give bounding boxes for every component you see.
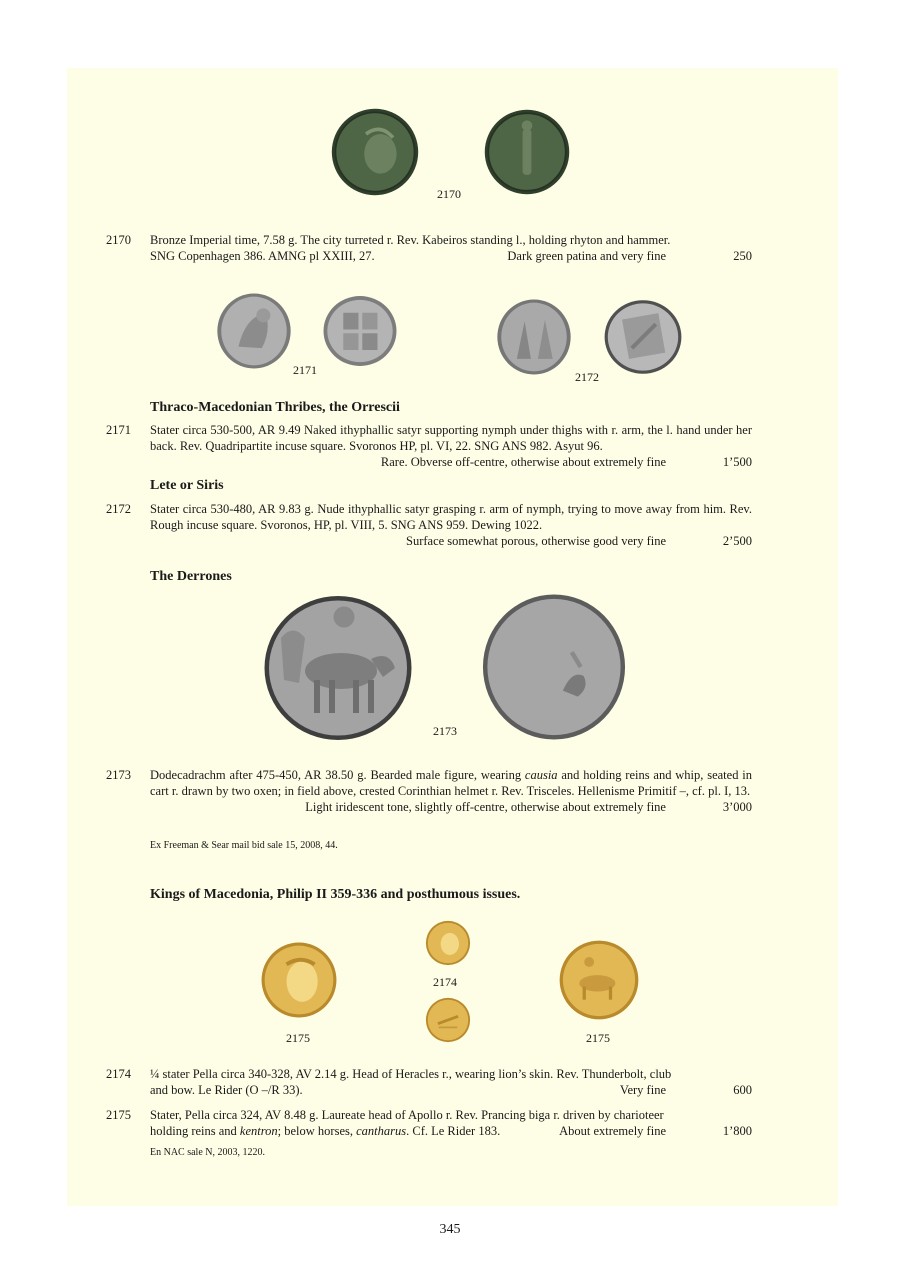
page-number: 345	[439, 1222, 461, 1237]
coin-2173-obverse	[258, 593, 418, 743]
lot-price: 1’800	[722, 1124, 752, 1138]
lot-text-italic: kentron	[239, 1124, 278, 1138]
lot-description	[150, 232, 752, 264]
lot-text: ¼ stater Pella circa 340-328, AV 2.14 g. Head of Heracles r., wearing lion’s skin. Rev. Thunderbolt, club	[150, 1067, 672, 1081]
lot-reference: and bow. Le Rider (O –/R 33).	[150, 1083, 303, 1097]
lot-description	[150, 1066, 752, 1098]
lot-number: 2172	[106, 502, 131, 516]
figure-label-2171: 2171	[293, 363, 317, 377]
coin-2174-obverse	[425, 920, 471, 966]
lot-last-line	[150, 799, 752, 815]
lot-reference: SNG Copenhagen 386. AMNG pl XXIII, 27.	[150, 249, 375, 263]
lot-text: Stater circa 530-480, AR 9.83 g. Nude ithyphallic satyr grasping r. arm of nymph, trying to move away from him. Rev. Rough incuse square. Svoronos, HP, pl. VIII, 5. SNG ANS 959. Dewing 1022.	[150, 502, 752, 532]
section-heading: Lete or Siris	[150, 478, 224, 493]
section-heading: Thraco-Macedonian Thribes, the Orrescii	[150, 400, 400, 415]
lot-description	[150, 1107, 752, 1139]
lot-last-line	[150, 1082, 752, 1098]
coin-2171-reverse	[318, 293, 402, 369]
lot-price: 600	[733, 1083, 752, 1097]
lot-last-line	[150, 248, 752, 264]
lot-reference	[150, 799, 305, 815]
coin-2172-obverse	[495, 294, 573, 380]
lot-condition: Very fine	[619, 1083, 666, 1097]
lot-price: 3’000	[722, 800, 752, 814]
lot-condition: Surface somewhat porous, otherwise good very fine	[406, 534, 666, 548]
lot-condition: Light iridescent tone, slightly off-centre, otherwise about extremely fine	[305, 800, 666, 814]
provenance-note: Ex Freeman & Sear mail bid sale 15, 2008, 44.	[150, 840, 338, 851]
lot-text: Stater circa 530-500, AR 9.49 Naked ithyphallic satyr supporting nymph under thighs with r. arm, the l. hand under her back. Rev. Quadripartite incuse square. Svoronos HP, pl. VI, 22. SNG ANS 982. Asyut 96.	[150, 423, 752, 453]
lot-reference	[150, 1123, 559, 1139]
lot-text: Stater, Pella circa 324, AV 8.48 g. Laureate head of Apollo r. Rev. Prancing biga r. driven by charioteer	[150, 1108, 664, 1122]
lot-text	[150, 767, 752, 799]
figure-label-2175: 2175	[286, 1031, 310, 1045]
coin-2174-reverse	[425, 997, 471, 1043]
lot-text-part: holding reins and	[150, 1124, 240, 1138]
coin-2171-obverse	[215, 288, 293, 374]
lot-reference	[150, 454, 381, 470]
coin-2175-obverse	[260, 938, 338, 1022]
lot-condition: About extremely fine	[559, 1124, 666, 1138]
lot-last-line	[150, 1123, 752, 1139]
provenance-note: En NAC sale N, 2003, 1220.	[150, 1147, 265, 1158]
coin-2170-obverse	[330, 107, 420, 197]
figure-label-2175: 2175	[586, 1031, 610, 1045]
lot-text-part: ; below horses,	[277, 1124, 357, 1138]
lot-condition: Rare. Obverse off-centre, otherwise about extremely fine	[380, 455, 666, 469]
section-heading: Kings of Macedonia, Philip II 359-336 and posthumous issues.	[150, 887, 521, 902]
coin-2175-reverse	[558, 938, 640, 1022]
lot-description	[150, 501, 752, 549]
lot-number: 2173	[106, 768, 131, 782]
coin-2173-reverse	[480, 588, 628, 746]
figure-label-2174: 2174	[433, 975, 457, 989]
section-heading: The Derrones	[150, 569, 232, 584]
lot-text-italic: causia	[524, 768, 558, 782]
lot-number: 2171	[106, 423, 131, 437]
coin-2170-reverse	[483, 107, 571, 197]
lot-number: 2174	[106, 1067, 131, 1081]
lot-price: 250	[733, 249, 752, 263]
lot-text: Bronze Imperial time, 7.58 g. The city turreted r. Rev. Kabeiros standing l., holding rhyton and hammer.	[150, 233, 671, 247]
figure-label-2170: 2170	[437, 187, 461, 201]
lot-text-italic: cantharus	[356, 1124, 407, 1138]
lot-description	[150, 422, 752, 470]
figure-label-2172: 2172	[575, 370, 599, 384]
lot-price: 2’500	[722, 534, 752, 548]
lot-condition: Dark green patina and very fine	[507, 249, 666, 263]
lot-description	[150, 767, 752, 815]
lot-last-line	[150, 454, 752, 470]
lot-price: 1’500	[722, 455, 752, 469]
lot-number: 2170	[106, 233, 131, 247]
lot-text-part: Dodecadrachm after 475-450, AR 38.50 g. Bearded male figure, wearing	[150, 768, 525, 782]
lot-text-part: and holding reins and whip, seated in cart r. drawn by two oxen; in field above, crested Corinthian helmet r. Rev. Trisceles. Hellenisme Primitif –, cf. pl. I, 13.	[150, 768, 752, 798]
coin-2172-reverse	[598, 297, 688, 377]
figure-label-2173: 2173	[433, 724, 457, 738]
lot-number: 2175	[106, 1108, 131, 1122]
lot-text-part: . Cf. Le Rider 183.	[406, 1124, 501, 1138]
lot-reference	[150, 533, 406, 549]
lot-last-line	[150, 533, 752, 549]
